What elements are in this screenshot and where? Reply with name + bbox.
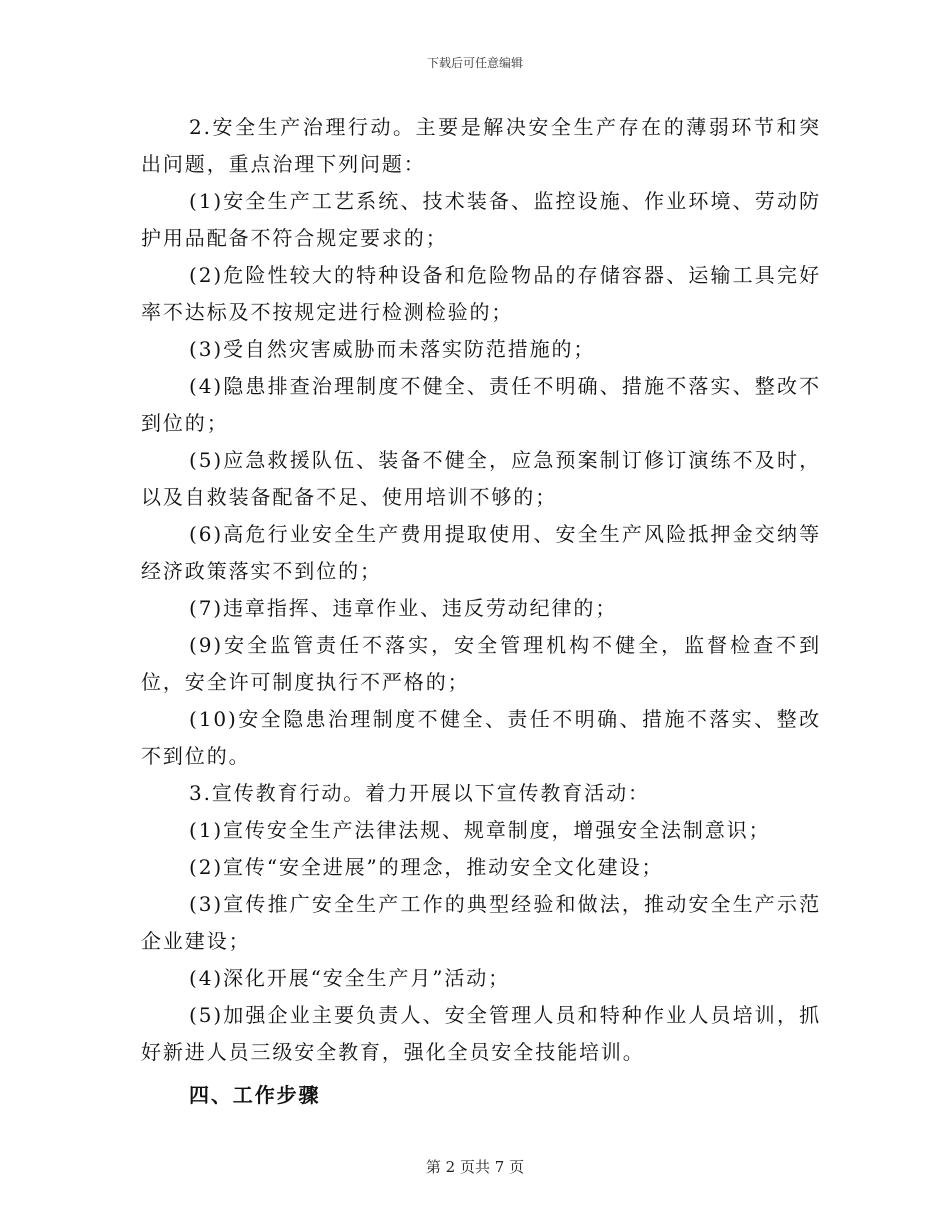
paragraph-publicity-education: 3.宣传教育行动。着力开展以下宣传教育活动： — [189, 781, 650, 805]
list-item-publicity-1: (1)宣传安全生产法律法规、规章制度，增强安全法制意识； — [189, 818, 771, 842]
list-item-governance-9: (9)安全监管责任不落实，安全管理机构不健全，监督检查不到位，安全许可制度执行不严格的； — [141, 633, 821, 694]
page-header: 下载后可任意编辑 — [426, 56, 523, 70]
page-footer: 第 2 页共 7 页 — [425, 1158, 525, 1176]
list-item-publicity-4: (4)深化开展“安全生产月”活动； — [189, 966, 511, 990]
list-item-governance-1: (1)安全生产工艺系统、技术装备、监控设施、作业环境、劳动防护用品配备不符合规定要求的； — [141, 189, 821, 250]
section-heading-work-steps: 四、工作步骤 — [189, 1083, 321, 1107]
list-item-publicity-5: (5)加强企业主要负责人、安全管理人员和特种作业人员培训，抓好新进人员三级安全教育，强化全员安全技能培训。 — [141, 1003, 821, 1064]
list-item-governance-4: (4)隐患排查治理制度不健全、责任不明确、措施不落实、整改不到位的； — [141, 374, 821, 435]
list-item-governance-10: (10)安全隐患治理制度不健全、责任不明确、措施不落实、整改不到位的。 — [141, 707, 821, 768]
document-body — [141, 109, 821, 1114]
list-item-publicity-2: (2)宣传“安全进展”的理念，推动安全文化建设； — [189, 855, 664, 879]
list-item-governance-5: (5)应急救援队伍、装备不健全，应急预案制订修订演练不及时，以及自救装备配备不足、使用培训不够的； — [141, 448, 821, 509]
list-item-governance-2: (2)危险性较大的特种设备和危险物品的存储容器、运输工具完好率不达标及不按规定进行检测检验的； — [141, 263, 821, 324]
list-item-publicity-3: (3)宣传推广安全生产工作的典型经验和做法，推动安全生产示范企业建设； — [141, 892, 821, 953]
list-item-governance-3: (3)受自然灾害威胁而未落实防范措施的； — [189, 337, 596, 361]
list-item-governance-6: (6)高危行业安全生产费用提取使用、安全生产风险抵押金交纳等经济政策落实不到位的； — [141, 522, 821, 583]
paragraph-safety-governance: 2.安全生产治理行动。主要是解决安全生产存在的薄弱环节和突出问题，重点治理下列问题： — [141, 115, 821, 176]
list-item-governance-7: (7)违章指挥、违章作业、违反劳动纪律的； — [189, 596, 618, 620]
